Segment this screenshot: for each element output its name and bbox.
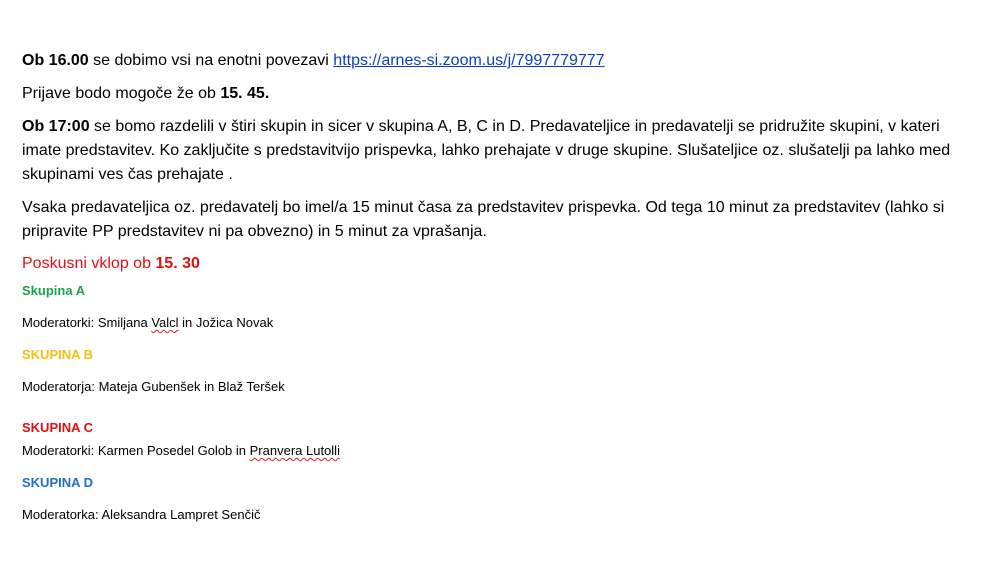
- group-d-title: SKUPINA D: [22, 475, 94, 490]
- document-body: [22, 49, 977, 524]
- trial-text: Poskusni vklop ob: [22, 255, 156, 272]
- paragraph-registration: [22, 82, 977, 106]
- group-a-rest: in Jožica Novak: [178, 315, 274, 330]
- group-c-label: Moderatorki: Karmen Posedel Golob in: [22, 443, 250, 458]
- registration-text: Prijave bodo mogoče že ob: [22, 85, 221, 102]
- trial-time: 15. 30: [155, 255, 200, 272]
- meeting-text: se dobimo vsi na enotni povezavi: [88, 52, 334, 69]
- group-c-flagged-name: Pranvera Lutolli: [249, 443, 340, 458]
- registration-time: 15. 45.: [220, 85, 270, 102]
- start-time: Ob 16.00: [22, 52, 89, 69]
- zoom-link[interactable]: https://arnes-si.zoom.us/j/7997779777: [333, 52, 605, 69]
- trial-connection: [22, 252, 977, 276]
- split-text: se bomo razdelili v štiri skupin in sicer v skupina A, B, C in D. Predavateljice in predavatelji se pridružite skupini, v kateri imate predstavitev. Ko zaključite s predstavitvijo prispevka, lahko prehajate v druge skupine. Slušateljice oz. slušatelji pa lahko med skupinami ves čas prehajate .: [22, 118, 951, 183]
- split-time: Ob 17:00: [22, 118, 90, 135]
- paragraph-presentation-rules: [22, 196, 977, 244]
- group-d-moderators: Moderatorka: Aleksandra Lampret Senčič: [22, 507, 261, 522]
- group-a-moderators: [22, 314, 977, 332]
- paragraph-groups-split: [22, 115, 977, 187]
- rules-text: Vsaka predavateljica oz. predavatelj bo imel/a 15 minut časa za predstavitev prispevka. Od tega 10 minut za predstavitev (lahko si pripravite PP predstavitev ni pa obvezno) in 5 minut za vprašanja.: [22, 199, 945, 240]
- group-b-title: SKUPINA B: [22, 347, 94, 362]
- group-c-title: SKUPINA C: [22, 420, 94, 435]
- group-a-label: Moderatorki: Smiljana: [22, 315, 152, 330]
- paragraph-meeting-link: [22, 49, 977, 73]
- group-b-moderators: Moderatorja: Mateja Gubenšek in Blaž Teršek: [22, 379, 285, 394]
- group-a-flagged-name: Valcl: [151, 315, 179, 330]
- group-a-title: Skupina A: [22, 283, 86, 298]
- group-c-moderators: [22, 442, 977, 460]
